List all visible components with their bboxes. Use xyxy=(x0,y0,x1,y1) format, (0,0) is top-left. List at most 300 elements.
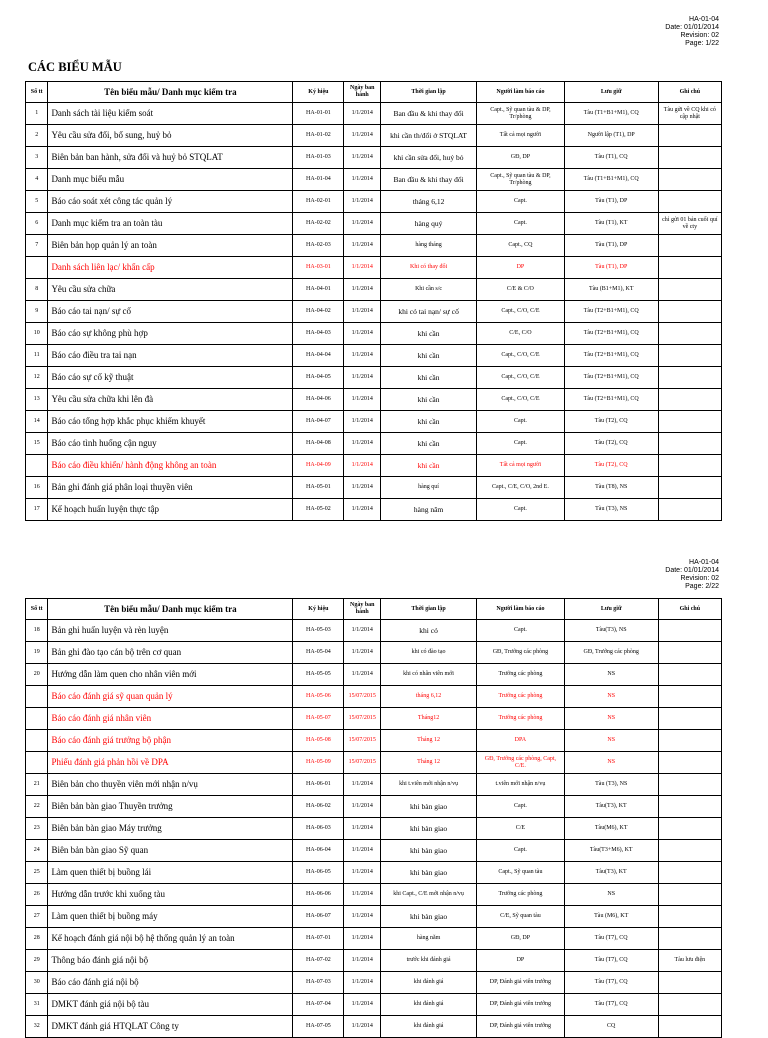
page1-header xyxy=(665,16,719,48)
form-name: Biên bản ban hành, sửa đổi và huỷ bỏ STQLAT xyxy=(48,147,293,169)
form-code: HA-06-03 xyxy=(293,818,344,840)
doc-page: Page: 1/22 xyxy=(685,40,719,47)
form-code: HA-06-01 xyxy=(293,774,344,796)
storage: NS xyxy=(564,752,658,774)
table-row xyxy=(26,367,722,389)
prep-time: khi Capt., C/E mới nhận n/vụ xyxy=(381,884,477,906)
reporter: Capt. xyxy=(477,499,565,521)
storage: Tàu (T2+B1+M1), CQ xyxy=(564,367,658,389)
reporter: Capt., C/O, C/E xyxy=(477,389,565,411)
storage: Tàu (T2+B1+M1), CQ xyxy=(564,323,658,345)
reporter: Capt. xyxy=(477,796,565,818)
form-code: HA-04-05 xyxy=(293,367,344,389)
page-title: CÁC BIỂU MẪU xyxy=(28,60,122,74)
table-row xyxy=(26,642,722,664)
col-time: Thời gian lập xyxy=(381,599,477,620)
storage: Tàu (T7), CQ xyxy=(564,994,658,1016)
reporter: DP xyxy=(477,257,565,279)
row-number: 25 xyxy=(26,862,48,884)
issue-date: 1/1/2014 xyxy=(344,169,381,191)
row-number xyxy=(26,708,48,730)
col-date: Ngày ban hành xyxy=(344,599,381,620)
table-row xyxy=(26,796,722,818)
table-row xyxy=(26,455,722,477)
table-row xyxy=(26,433,722,455)
table-row xyxy=(26,169,722,191)
form-name: Bản ghi đánh giá phân loại thuyền viên xyxy=(48,477,293,499)
issue-date: 15/07/2015 xyxy=(344,730,381,752)
prep-time: khi bàn giao xyxy=(381,796,477,818)
table-row xyxy=(26,818,722,840)
issue-date: 1/1/2014 xyxy=(344,323,381,345)
note xyxy=(658,840,721,862)
reporter: Trưởng các phòng xyxy=(477,686,565,708)
note xyxy=(658,752,721,774)
prep-time: trước khi đánh giá xyxy=(381,950,477,972)
form-code: HA-05-02 xyxy=(293,499,344,521)
prep-time: khi cần xyxy=(381,411,477,433)
table-row xyxy=(26,345,722,367)
issue-date: 1/1/2014 xyxy=(344,972,381,994)
note xyxy=(658,455,721,477)
prep-time: khi cần xyxy=(381,433,477,455)
prep-time: khi bàn giao xyxy=(381,862,477,884)
storage: Tàu (T7), CQ xyxy=(564,950,658,972)
storage: Người lập (T1), DP xyxy=(564,125,658,147)
prep-time: khi có tai nạn/ sự cố xyxy=(381,301,477,323)
prep-time: khi đánh giá xyxy=(381,994,477,1016)
form-code: HA-05-07 xyxy=(293,708,344,730)
row-number: 9 xyxy=(26,301,48,323)
forms-table-page1 xyxy=(25,81,722,521)
reporter: GĐ, DP xyxy=(477,147,565,169)
row-number: 17 xyxy=(26,499,48,521)
table-row xyxy=(26,477,722,499)
issue-date: 1/1/2014 xyxy=(344,642,381,664)
form-code: HA-05-01 xyxy=(293,477,344,499)
reporter: C/E, Sỹ quan tàu xyxy=(477,906,565,928)
form-name: Yêu cầu sửa chữa xyxy=(48,279,293,301)
prep-time: Ban đầu & khi thay đổi xyxy=(381,169,477,191)
doc-code: HA-01-04 xyxy=(689,16,719,23)
table-row xyxy=(26,686,722,708)
form-name: Danh sách tài liệu kiểm soát xyxy=(48,103,293,125)
form-name: Báo cáo sự cố kỹ thuật xyxy=(48,367,293,389)
storage: Tàu (T2+B1+M1), CQ xyxy=(564,345,658,367)
issue-date: 1/1/2014 xyxy=(344,796,381,818)
row-number: 4 xyxy=(26,169,48,191)
storage: NS xyxy=(564,730,658,752)
form-name: Báo cáo đánh giá trưởng bộ phận xyxy=(48,730,293,752)
note xyxy=(658,774,721,796)
form-code: HA-02-02 xyxy=(293,213,344,235)
storage: Tàu(T3), NS xyxy=(564,620,658,642)
table-row xyxy=(26,389,722,411)
storage: NS xyxy=(564,884,658,906)
note: chỉ gửi 01 bản cuối quí về cty xyxy=(658,213,721,235)
doc-revision: Revision: 02 xyxy=(680,32,719,39)
form-name: Báo cáo soát xét công tác quản lý xyxy=(48,191,293,213)
note xyxy=(658,1016,721,1038)
issue-date: 1/1/2014 xyxy=(344,862,381,884)
note xyxy=(658,477,721,499)
form-name: Báo cáo tổng hợp khắc phục khiếm khuyết xyxy=(48,411,293,433)
row-number: 30 xyxy=(26,972,48,994)
form-name: Biên bản bàn giao Thuyền trưởng xyxy=(48,796,293,818)
row-number: 10 xyxy=(26,323,48,345)
reporter: Tất cả mọi người xyxy=(477,455,565,477)
row-number xyxy=(26,455,48,477)
table-row xyxy=(26,950,722,972)
note xyxy=(658,664,721,686)
prep-time: Tháng 12 xyxy=(381,752,477,774)
form-name: Yêu cầu sửa đổi, bổ sung, huỷ bỏ xyxy=(48,125,293,147)
reporter: Capt., Sỹ quan tàu & DP, Tr/phòng xyxy=(477,103,565,125)
prep-time: hàng năm xyxy=(381,499,477,521)
storage: Tàu (T2+B1+M1), CQ xyxy=(564,301,658,323)
note xyxy=(658,169,721,191)
form-name: Danh sách liên lạc/ khẩn cấp xyxy=(48,257,293,279)
reporter: Tất cả mọi người xyxy=(477,125,565,147)
form-code: HA-04-01 xyxy=(293,279,344,301)
form-name: Hướng dẫn trước khi xuống tàu xyxy=(48,884,293,906)
col-date: Ngày ban hành xyxy=(344,82,381,103)
issue-date: 1/1/2014 xyxy=(344,257,381,279)
row-number: 21 xyxy=(26,774,48,796)
reporter: GĐ, DP xyxy=(477,928,565,950)
form-name: Báo cáo tình huống cận nguy xyxy=(48,433,293,455)
note xyxy=(658,642,721,664)
col-reporter: Người làm báo cáo xyxy=(477,599,565,620)
storage: Tàu (T1+B1+M1), CQ xyxy=(564,103,658,125)
row-number: 19 xyxy=(26,642,48,664)
row-number: 27 xyxy=(26,906,48,928)
storage: Tàu (T2+B1+M1), CQ xyxy=(564,389,658,411)
storage: CQ xyxy=(564,1016,658,1038)
doc-code: HA-01-04 xyxy=(689,559,719,566)
storage: Tàu (T1), CQ xyxy=(564,147,658,169)
note xyxy=(658,301,721,323)
storage: Tàu (T2), CQ xyxy=(564,455,658,477)
note xyxy=(658,367,721,389)
reporter: Capt. xyxy=(477,191,565,213)
table-row xyxy=(26,257,722,279)
form-name: Danh mục kiểm tra an toàn tàu xyxy=(48,213,293,235)
storage: Tàu (B1+M1), KT xyxy=(564,279,658,301)
prep-time: khi có xyxy=(381,620,477,642)
table-row xyxy=(26,994,722,1016)
issue-date: 1/1/2014 xyxy=(344,906,381,928)
row-number: 28 xyxy=(26,928,48,950)
col-no: Số tt xyxy=(26,82,48,103)
table-row xyxy=(26,752,722,774)
table-row xyxy=(26,972,722,994)
note xyxy=(658,818,721,840)
form-name: Danh mục biểu mẫu xyxy=(48,169,293,191)
note xyxy=(658,928,721,950)
reporter: DP xyxy=(477,950,565,972)
form-name: Báo cáo sự không phù hợp xyxy=(48,323,293,345)
col-note: Ghi chú xyxy=(658,599,721,620)
form-code: HA-01-02 xyxy=(293,125,344,147)
storage: Tàu (T1+B1+M1), CQ xyxy=(564,169,658,191)
prep-time: khi cần xyxy=(381,455,477,477)
issue-date: 1/1/2014 xyxy=(344,455,381,477)
table-row xyxy=(26,620,722,642)
table-row xyxy=(26,1016,722,1038)
form-name: Yêu cầu sửa chữa khi lên đà xyxy=(48,389,293,411)
storage: Tàu (T3), NS xyxy=(564,774,658,796)
doc-date: Date: 01/01/2014 xyxy=(665,24,719,31)
storage: NS xyxy=(564,708,658,730)
prep-time: Tháng12 xyxy=(381,708,477,730)
issue-date: 1/1/2014 xyxy=(344,620,381,642)
note xyxy=(658,191,721,213)
row-number: 20 xyxy=(26,664,48,686)
form-code: HA-06-07 xyxy=(293,906,344,928)
issue-date: 1/1/2014 xyxy=(344,477,381,499)
form-code: HA-07-03 xyxy=(293,972,344,994)
form-code: HA-06-04 xyxy=(293,840,344,862)
reporter: C/E, C/O xyxy=(477,323,565,345)
table-row xyxy=(26,279,722,301)
form-code: HA-05-06 xyxy=(293,686,344,708)
form-code: HA-06-06 xyxy=(293,884,344,906)
reporter: Capt. xyxy=(477,411,565,433)
forms-table-page2 xyxy=(25,598,722,1038)
storage: Tàu (T1), KT xyxy=(564,213,658,235)
note xyxy=(658,906,721,928)
prep-time: khi cần sửa đổi, huỷ bỏ xyxy=(381,147,477,169)
row-number xyxy=(26,730,48,752)
prep-time: khi cần th/đổi ở STQLAT xyxy=(381,125,477,147)
table-row xyxy=(26,411,722,433)
issue-date: 1/1/2014 xyxy=(344,818,381,840)
note xyxy=(658,411,721,433)
prep-time: Tháng 12 xyxy=(381,730,477,752)
row-number: 2 xyxy=(26,125,48,147)
issue-date: 1/1/2014 xyxy=(344,367,381,389)
form-name: Thông báo đánh giá nội bộ xyxy=(48,950,293,972)
reporter: t.viên mới nhận n/vụ xyxy=(477,774,565,796)
prep-time: khi cần xyxy=(381,323,477,345)
col-no: Số tt xyxy=(26,599,48,620)
table-row xyxy=(26,147,722,169)
form-name: Bản ghi đào tạo cán bộ trên cơ quan xyxy=(48,642,293,664)
form-code: HA-07-05 xyxy=(293,1016,344,1038)
table-row xyxy=(26,928,722,950)
storage: NS xyxy=(564,664,658,686)
issue-date: 1/1/2014 xyxy=(344,664,381,686)
issue-date: 1/1/2014 xyxy=(344,213,381,235)
form-code: HA-05-03 xyxy=(293,620,344,642)
form-name: Báo cáo đánh giá sỹ quan quản lý xyxy=(48,686,293,708)
issue-date: 1/1/2014 xyxy=(344,774,381,796)
prep-time: khi đánh giá xyxy=(381,972,477,994)
form-name: Làm quen thiết bị buồng máy xyxy=(48,906,293,928)
prep-time: khi cần xyxy=(381,389,477,411)
form-code: HA-04-08 xyxy=(293,433,344,455)
issue-date: 1/1/2014 xyxy=(344,994,381,1016)
table-row xyxy=(26,103,722,125)
issue-date: 1/1/2014 xyxy=(344,840,381,862)
issue-date: 1/1/2014 xyxy=(344,389,381,411)
reporter: Capt., CQ xyxy=(477,235,565,257)
reporter: Capt., Sỹ quan tàu & DP, Tr/phòng xyxy=(477,169,565,191)
table-row xyxy=(26,323,722,345)
table-row xyxy=(26,664,722,686)
reporter: Capt. xyxy=(477,620,565,642)
issue-date: 1/1/2014 xyxy=(344,345,381,367)
form-name: Bản ghi huấn luyện và rèn luyện xyxy=(48,620,293,642)
note xyxy=(658,708,721,730)
form-code: HA-04-07 xyxy=(293,411,344,433)
col-keep: Lưu giữ xyxy=(564,82,658,103)
prep-time: khi có đào tạo xyxy=(381,642,477,664)
col-note: Ghi chú xyxy=(658,82,721,103)
issue-date: 1/1/2014 xyxy=(344,1016,381,1038)
reporter: Capt. xyxy=(477,213,565,235)
issue-date: 15/07/2015 xyxy=(344,752,381,774)
row-number: 32 xyxy=(26,1016,48,1038)
storage: Tàu(M6), KT xyxy=(564,818,658,840)
issue-date: 1/1/2014 xyxy=(344,279,381,301)
note xyxy=(658,345,721,367)
table-row xyxy=(26,840,722,862)
row-number: 1 xyxy=(26,103,48,125)
row-number: 29 xyxy=(26,950,48,972)
reporter: Capt., C/O, C/E xyxy=(477,301,565,323)
form-name: Biên bản họp quản lý an toàn xyxy=(48,235,293,257)
note xyxy=(658,279,721,301)
table-header-row xyxy=(26,599,722,620)
form-name: Báo cáo tai nạn/ sự cố xyxy=(48,301,293,323)
form-name: Làm quen thiết bị buồng lái xyxy=(48,862,293,884)
note xyxy=(658,323,721,345)
note xyxy=(658,433,721,455)
storage: Tàu (T3), NS xyxy=(564,499,658,521)
table-row xyxy=(26,125,722,147)
form-code: HA-05-05 xyxy=(293,664,344,686)
issue-date: 1/1/2014 xyxy=(344,433,381,455)
form-name: Báo cáo đánh giá nội bộ xyxy=(48,972,293,994)
storage: GĐ, Trưởng các phòng xyxy=(564,642,658,664)
col-time: Thời gian lập xyxy=(381,82,477,103)
prep-time: Ban đầu & khi thay đổi xyxy=(381,103,477,125)
col-keep: Lưu giữ xyxy=(564,599,658,620)
issue-date: 15/07/2015 xyxy=(344,686,381,708)
prep-time: Khi có thay đổi xyxy=(381,257,477,279)
row-number: 11 xyxy=(26,345,48,367)
form-code: HA-06-05 xyxy=(293,862,344,884)
table-row xyxy=(26,774,722,796)
col-code: Ký hiệu xyxy=(293,599,344,620)
form-name: Báo cáo điều khiển/ hành động không an toàn xyxy=(48,455,293,477)
form-code: HA-04-03 xyxy=(293,323,344,345)
note xyxy=(658,389,721,411)
form-name: Hướng dẫn làm quen cho nhân viên mới xyxy=(48,664,293,686)
note xyxy=(658,994,721,1016)
reporter: Trưởng các phòng xyxy=(477,664,565,686)
note xyxy=(658,620,721,642)
table-row xyxy=(26,499,722,521)
form-name: DMKT đánh giá nội bộ tàu xyxy=(48,994,293,1016)
col-code: Ký hiệu xyxy=(293,82,344,103)
note xyxy=(658,972,721,994)
row-number: 31 xyxy=(26,994,48,1016)
prep-time: hàng tháng xyxy=(381,235,477,257)
row-number: 16 xyxy=(26,477,48,499)
form-code: HA-07-02 xyxy=(293,950,344,972)
reporter: Capt., C/O, C/E xyxy=(477,345,565,367)
form-name: Kế hoạch đánh giá nội bộ hệ thống quản lý an toàn xyxy=(48,928,293,950)
col-name: Tên biểu mẫu/ Danh mục kiểm tra xyxy=(48,82,293,103)
storage: Tàu (T2), CQ xyxy=(564,433,658,455)
form-code: HA-04-02 xyxy=(293,301,344,323)
row-number: 26 xyxy=(26,884,48,906)
reporter: Capt. xyxy=(477,840,565,862)
storage: Tàu (T2), CQ xyxy=(564,411,658,433)
prep-time: hàng năm xyxy=(381,928,477,950)
table-row xyxy=(26,884,722,906)
prep-time: Khi cần s/c xyxy=(381,279,477,301)
row-number xyxy=(26,257,48,279)
issue-date: 1/1/2014 xyxy=(344,103,381,125)
row-number: 13 xyxy=(26,389,48,411)
prep-time: tháng 6,12 xyxy=(381,191,477,213)
form-code: HA-05-08 xyxy=(293,730,344,752)
note xyxy=(658,147,721,169)
issue-date: 1/1/2014 xyxy=(344,411,381,433)
issue-date: 1/1/2014 xyxy=(344,235,381,257)
table-row xyxy=(26,906,722,928)
reporter: DP, Đánh giá viên trưởng xyxy=(477,1016,565,1038)
form-code: HA-02-01 xyxy=(293,191,344,213)
doc-revision: Revision: 02 xyxy=(680,575,719,582)
form-name: Báo cáo điều tra tai nạn xyxy=(48,345,293,367)
storage: Tàu(T3), KT xyxy=(564,862,658,884)
row-number: 6 xyxy=(26,213,48,235)
note xyxy=(658,730,721,752)
table-row xyxy=(26,235,722,257)
col-name: Tên biểu mẫu/ Danh mục kiểm tra xyxy=(48,599,293,620)
table-row xyxy=(26,708,722,730)
note xyxy=(658,257,721,279)
form-name: Kế hoạch huấn luyện thực tập xyxy=(48,499,293,521)
reporter: DPA xyxy=(477,730,565,752)
form-name: DMKT đánh giá HTQLAT Công ty xyxy=(48,1016,293,1038)
form-code: HA-05-09 xyxy=(293,752,344,774)
table-row xyxy=(26,213,722,235)
form-code: HA-07-04 xyxy=(293,994,344,1016)
prep-time: tháng 6,12 xyxy=(381,686,477,708)
prep-time: khi đánh giá xyxy=(381,1016,477,1038)
note xyxy=(658,499,721,521)
reporter: C/E xyxy=(477,818,565,840)
form-code: HA-06-02 xyxy=(293,796,344,818)
row-number xyxy=(26,752,48,774)
row-number: 15 xyxy=(26,433,48,455)
reporter: Capt., C/E, C/O, 2nd E. xyxy=(477,477,565,499)
storage: Tàu (T1), DP xyxy=(564,191,658,213)
prep-time: khi cần xyxy=(381,345,477,367)
row-number: 5 xyxy=(26,191,48,213)
issue-date: 1/1/2014 xyxy=(344,191,381,213)
reporter: Trưởng các phòng xyxy=(477,884,565,906)
storage: Tàu (T7), CQ xyxy=(564,928,658,950)
form-name: Biên bản cho thuyền viên mới nhận n/vụ xyxy=(48,774,293,796)
form-code: HA-03-01 xyxy=(293,257,344,279)
